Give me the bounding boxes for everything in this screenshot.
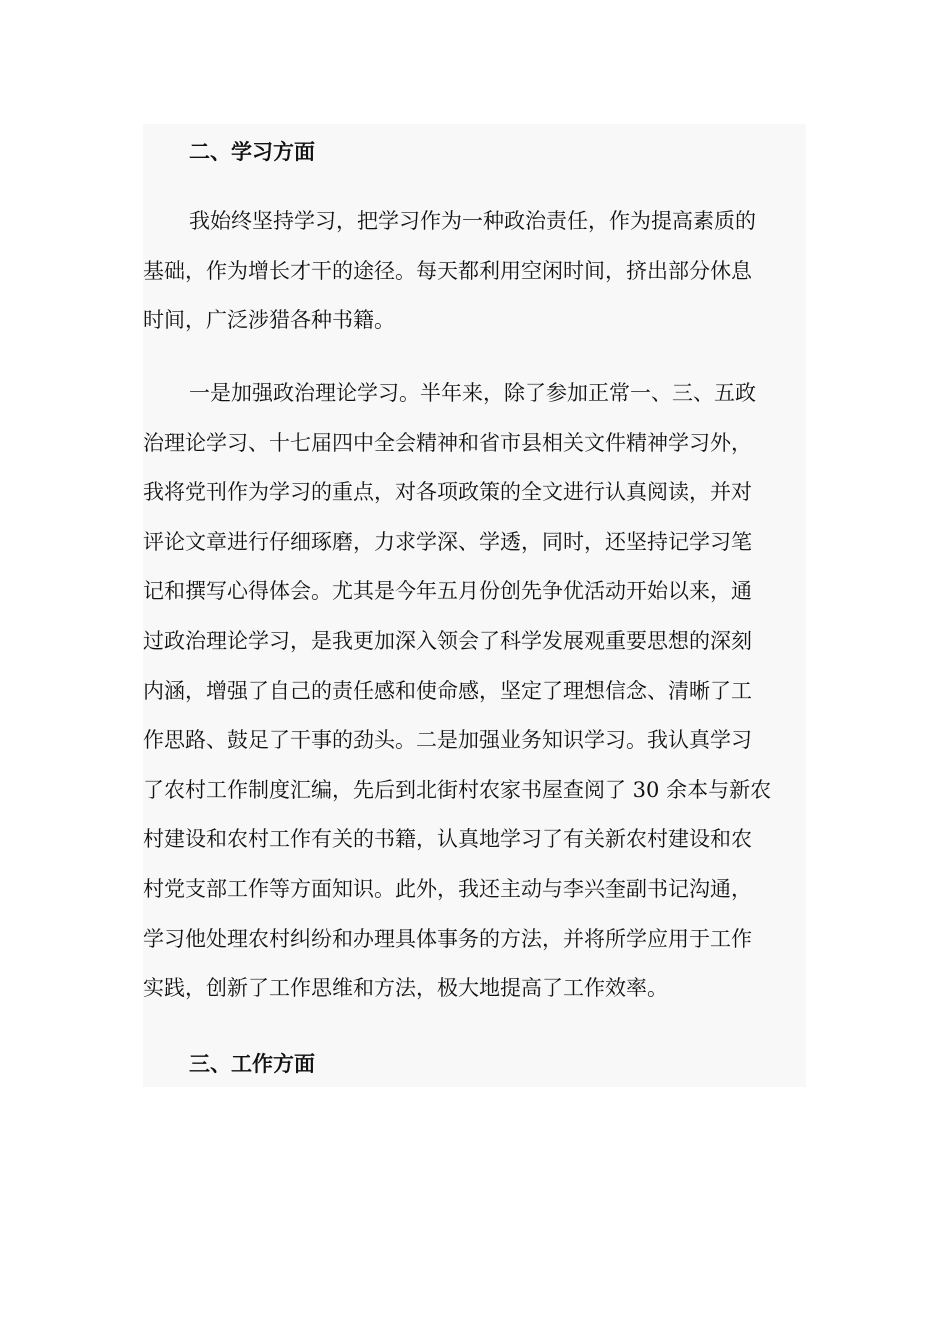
paragraph-line: 实践，创新了工作思维和方法，极大地提高了工作效率。 <box>143 976 668 1001</box>
paragraph-line: 过政治理论学习，是我更加深入领会了科学发展观重要思想的深刻 <box>143 628 752 653</box>
paragraph-line: 我将党刊作为学习的重点，对各项政策的全文进行认真阅读，并对 <box>143 480 752 505</box>
section-heading-study: 二、学习方面 <box>189 139 315 164</box>
paragraph-line: 基础，作为增长才干的途径。每天都利用空闲时间，挤出部分休息 <box>143 258 752 283</box>
paragraph-line: 我始终坚持学习，把学习作为一种政治责任，作为提高素质的 <box>189 209 756 233</box>
paragraph-line: 一是加强政治理论学习。半年来，除了参加正常一、三、五政 <box>189 381 756 405</box>
section-heading-work: 三、工作方面 <box>189 1051 315 1076</box>
document-page <box>143 124 806 1087</box>
paragraph-line: 治理论学习、十七届四中全会精神和省市县相关文件精神学习外， <box>143 430 752 455</box>
paragraph-study-intro <box>143 197 806 346</box>
paragraph-line: 时间，广泛涉猎各种书籍。 <box>143 308 395 333</box>
paragraph-line: 村党支部工作等方面知识。此外，我还主动与李兴奎副书记沟通， <box>143 876 752 901</box>
paragraph-line: 内涵，增强了自己的责任感和使命感，坚定了理想信念、清晰了工 <box>143 678 752 703</box>
paragraph-line: 作思路、鼓足了干事的劲头。二是加强业务知识学习。我认真学习 <box>143 728 752 753</box>
paragraph-line: 学习他处理农村纠纷和办理具体事务的方法，并将所学应用于工作 <box>143 926 752 951</box>
paragraph-line: 了农村工作制度汇编，先后到北街村农家书屋查阅了 30 余本与新农 <box>143 777 772 802</box>
paragraph-line: 村建设和农村工作有关的书籍，认真地学习了有关新农村建设和农 <box>143 827 752 852</box>
paragraph-line: 评论文章进行仔细琢磨，力求学深、学透，同时，还坚持记学习笔 <box>143 529 752 554</box>
paragraph-line: 记和撰写心得体会。尤其是今年五月份创先争优活动开始以来，通 <box>143 579 752 604</box>
paragraph-study-details <box>143 369 806 1014</box>
